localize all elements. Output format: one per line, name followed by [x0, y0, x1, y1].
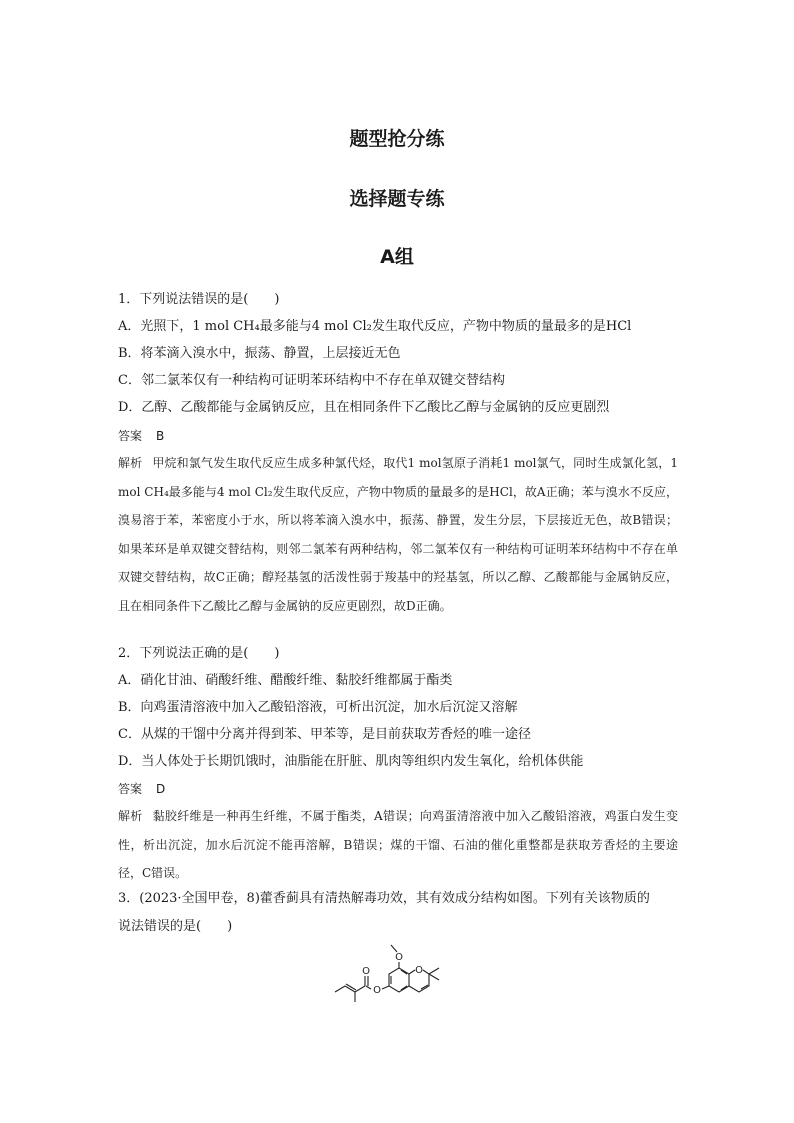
q2-answer	[118, 782, 165, 797]
q3-stem-line2: 说法错误的是( )	[118, 919, 233, 934]
atom-label-ester-oxygen: O	[373, 985, 381, 996]
explanation-label: 解析	[118, 809, 143, 823]
explanation-text: 黏胶纤维是一种再生纤维，不属于酯类，A错误；向鸡蛋清溶液中加入乙酸铅溶液，鸡蛋白发生变性，析出沉淀，加水后沉淀不能再溶解，B错误；煤的干馏、石油的催化重整都是获取芳香烃的主要途径，C错误。	[118, 809, 678, 880]
explanation-text: 甲烷和氯气发生取代反应生成多种氯代烃，取代1 mol氢原子消耗1 mol氯气，同时生成氯化氢，1 mol CH₄最多能与4 mol Cl₂发生取代反应，产物中物质的量最多的是HCl，故A正确；苯与溴水不反应，溴易溶于苯，苯密度小于水，所以将苯滴入溴水中，振荡、静置，发生分层，下层接近无色，故B错误；如果苯环是单双键交替结构，则邻二氯苯有两种结构，邻二氯苯仅有一种结构可证明苯环结构中不存在单双键交替结构，故C正确；醇羟基氢的活泼性弱于羧基中的羟基氢，所以乙醇、乙酸都能与金属钠反应，且在相同条件下乙酸比乙醇与金属钠的反应更剧烈，故D正确。	[118, 456, 678, 613]
atom-label-carbonyl-oxygen: O	[362, 966, 370, 977]
q2-option-d: D．当人体处于长期饥饿时，油脂能在肝脏、肌肉等组织内发生氧化，给机体供能	[118, 754, 584, 769]
q1-option-c: C．邻二氯苯仅有一种结构可证明苯环结构中不存在单双键交替结构	[118, 373, 505, 388]
q2-stem: 2．下列说法正确的是( )	[118, 646, 280, 661]
q1-explanation	[118, 449, 678, 620]
q1-option-d: D．乙醇、乙酸都能与金属钠反应，且在相同条件下乙酸比乙醇与金属钠的反应更剧烈	[118, 400, 610, 415]
q2-option-c: C．从煤的干馏中分离并得到苯、甲苯等，是目前获取芳香烃的唯一途径	[118, 727, 531, 742]
q1-option-b: B．将苯滴入溴水中，振荡、静置，上层接近无色	[118, 346, 401, 361]
answer-label: 答案	[118, 429, 143, 443]
q1-answer	[118, 429, 164, 444]
group-title: A组	[380, 246, 414, 268]
molecule-structure-figure	[325, 940, 465, 1008]
page-title: 题型抢分练	[349, 128, 445, 150]
section-title: 选择题专练	[349, 188, 445, 210]
q2-option-a: A．硝化甘油、硝酸纤维、醋酸纤维、黏胶纤维都属于酯类	[118, 673, 453, 688]
explanation-label: 解析	[118, 456, 143, 470]
atom-label-methoxy-oxygen: O	[395, 952, 403, 963]
atom-label-ring-oxygen: O	[415, 965, 423, 976]
answer-value: B	[156, 429, 165, 443]
q2-explanation	[118, 802, 678, 888]
q1-option-a: A．光照下，1 mol CH₄最多能与4 mol Cl₂发生取代反应，产物中物质的量最多的是HCl	[118, 319, 632, 334]
q3-stem-line1: 3．(2023·全国甲卷，8)藿香蓟具有清热解毒功效，其有效成分结构如图。下列有关该物质的	[118, 891, 650, 906]
answer-value: D	[156, 782, 166, 796]
q1-stem: 1．下列说法错误的是( )	[118, 292, 280, 307]
q2-option-b: B．向鸡蛋清溶液中加入乙酸铅溶液，可析出沉淀，加水后沉淀又溶解	[118, 700, 518, 715]
answer-label: 答案	[118, 782, 143, 796]
